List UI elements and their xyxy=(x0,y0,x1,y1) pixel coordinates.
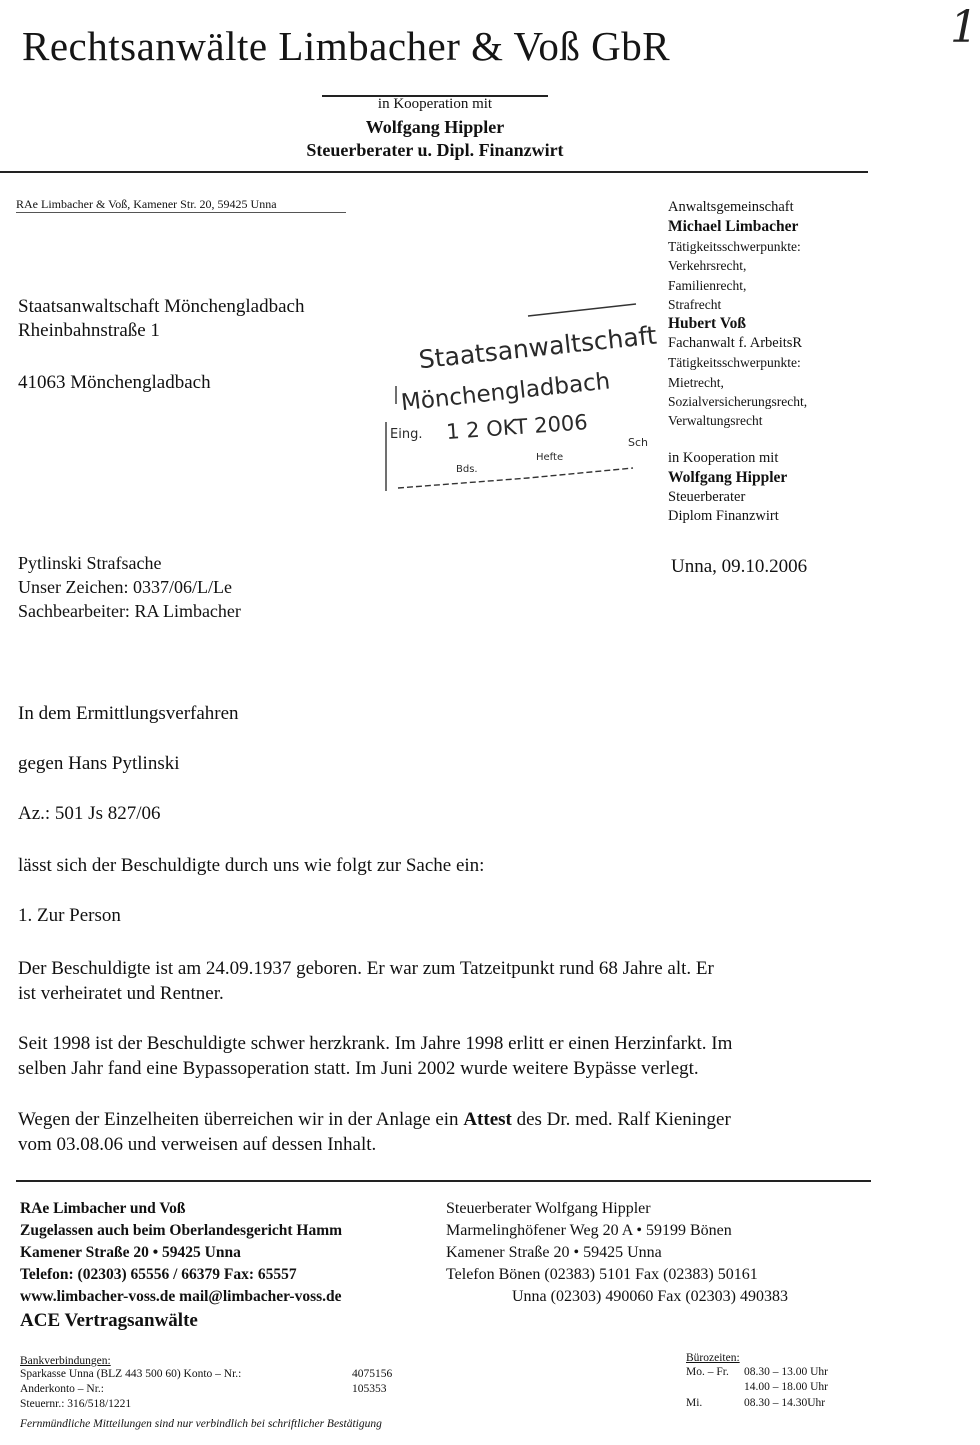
footer-phone: Telefon: (02303) 65556 / 66379 Fax: 65557 xyxy=(20,1266,297,1283)
paragraph1-line2: ist verheiratet und Rentner. xyxy=(18,983,224,1004)
footer-divider xyxy=(16,1180,871,1182)
footer-tax-phone2: Unna (02303) 490060 Fax (02303) 490383 xyxy=(512,1288,788,1305)
reference-our-ref: Unser Zeichen: 0337/06/L/Le xyxy=(18,577,232,597)
hours1-day: Mo. – Fr. xyxy=(686,1366,729,1378)
footer-admission: Zugelassen auch beim Oberlandesgericht Hamm xyxy=(20,1222,343,1239)
bank2-label: Anderkonto – Nr.: xyxy=(20,1383,105,1395)
hours2-time: 14.00 – 18.00 Uhr xyxy=(744,1381,829,1393)
stamp-corner: Sch xyxy=(628,436,649,449)
recipient-name: Staatsanwaltschaft Mönchengladbach xyxy=(18,296,305,317)
body-line2: gegen Hans Pytlinski xyxy=(18,753,180,774)
stamp-line2: Mönchengladbach xyxy=(399,368,612,417)
footer-address: Kamener Straße 20 • 59425 Unna xyxy=(20,1244,241,1261)
footer-firm: RAe Limbacher und Voß xyxy=(20,1200,186,1217)
reference-handler: Sachbearbeiter: RA Limbacher xyxy=(18,601,241,621)
paragraph3-line2: vom 03.08.06 und verweisen auf dessen Inhalt. xyxy=(18,1134,377,1155)
letter-date: Unna, 09.10.2006 xyxy=(671,556,808,577)
bank1-label: Sparkasse Unna (BLZ 443 500 60) Konto – Nr.: xyxy=(20,1368,242,1380)
paragraph2-line1: Seit 1998 ist der Beschuldigte schwer herzkrank. Im Jahre 1998 erlitt er einen Herzinfarkt. Im xyxy=(18,1033,733,1054)
hours3-time: 08.30 – 14.30Uhr xyxy=(744,1397,826,1409)
paragraph1-line1: Der Beschuldigte ist am 24.09.1937 geboren. Er war zum Tatzeitpunkt rund 68 Jahre alt. Er xyxy=(18,958,714,979)
hours3-day: Mi. xyxy=(686,1397,703,1409)
margin-mark: 1 xyxy=(950,2,978,53)
sidebar-lawyer2-focus3: Verwaltungsrecht xyxy=(668,413,763,429)
sidebar-lawyer1-focus2: Familienrecht, xyxy=(668,277,747,293)
firm-title: Rechtsanwälte Limbacher & Voß GbR xyxy=(22,23,671,69)
sidebar-lawyer1-name: Michael Limbacher xyxy=(668,218,799,236)
stamp-footer-left: Bds. xyxy=(456,464,478,475)
body-line1: In dem Ermittlungsverfahren xyxy=(18,703,239,724)
sidebar-focus-label1: Tätigkeitsschwerpunkte: xyxy=(668,238,801,254)
hours-label: Bürozeiten: xyxy=(686,1352,740,1364)
footer-tax-address1: Marmelinghöfener Weg 20 A • 59199 Bönen xyxy=(446,1222,732,1239)
bank-label: Bankverbindungen: xyxy=(20,1355,111,1367)
recipient-city: 41063 Mönchengladbach xyxy=(18,372,211,393)
paragraph3-line1 xyxy=(18,1109,731,1131)
sidebar-coop-intro: in Kooperation mit xyxy=(668,449,779,466)
footer-tax-address2: Kamener Straße 20 • 59425 Unna xyxy=(446,1244,662,1261)
stamp-footer-mid: Hefte xyxy=(536,452,564,463)
sidebar-lawyer2-focus2: Sozialversicherungsrecht, xyxy=(668,394,808,410)
footer-tax-advisor: Steuerberater Wolfgang Hippler xyxy=(446,1200,651,1217)
paragraph3-text-b: des Dr. med. Ralf Kieninger xyxy=(511,1109,731,1130)
sidebar-lawyer2-title: Fachanwalt f. ArbeitsR xyxy=(668,334,803,351)
sidebar-lawyer2-name: Hubert Voß xyxy=(668,315,746,333)
footer-ace: ACE Vertragsanwälte xyxy=(20,1310,198,1331)
attest-keyword: Attest xyxy=(463,1109,512,1130)
body-case-number: Az.: 501 Js 827/06 xyxy=(18,803,161,824)
footer-tax-phone1: Telefon Bönen (02383) 5101 Fax (02383) 50161 xyxy=(446,1266,758,1283)
footer-note: Fernmündliche Mitteilungen sind nur verbindlich bei schriftlicher Bestätigung xyxy=(20,1418,382,1430)
paragraph2-line2: selben Jahr fand eine Bypassoperation statt. Im Juni 2002 wurde weitere Bypässe verlegt. xyxy=(18,1058,699,1079)
header-divider xyxy=(0,171,868,173)
sidebar-lawyer2-focus1: Mietrecht, xyxy=(668,374,724,390)
sidebar-coop-title2: Diplom Finanzwirt xyxy=(668,508,779,525)
stamp-received-label: Eing. xyxy=(390,427,423,442)
reference-subject: Pytlinski Strafsache xyxy=(18,553,162,573)
sidebar-focus-label2: Tätigkeitsschwerpunkte: xyxy=(668,355,801,371)
return-address: RAe Limbacher & Voß, Kamener Str. 20, 59425 Unna xyxy=(16,197,277,211)
bank1-value: 4075156 xyxy=(352,1368,393,1380)
header-coop-name: Wolfgang Hippler xyxy=(365,117,505,137)
recipient-street: Rheinbahnstraße 1 xyxy=(18,320,160,341)
section-heading-person: 1. Zur Person xyxy=(18,905,121,926)
hours1-time: 08.30 – 13.00 Uhr xyxy=(744,1366,829,1378)
sidebar-coop-title1: Steuerberater xyxy=(668,488,746,505)
footer-web-mail: www.limbacher-voss.de mail@limbacher-voss.de xyxy=(20,1288,342,1305)
received-stamp xyxy=(378,296,663,496)
return-address-underline xyxy=(16,212,346,213)
header-coop-title: Steuerberater u. Dipl. Finanzwirt xyxy=(306,140,564,160)
stamp-line1: Staatsanwaltschaft xyxy=(417,320,659,375)
bank2-value: 105353 xyxy=(352,1383,387,1395)
body-line4: lässt sich der Beschuldigte durch uns wie folgt zur Sache ein: xyxy=(18,855,485,876)
letterhead-sidebar xyxy=(668,198,968,527)
paragraph3-text-a: Wegen der Einzelheiten überreichen wir in der Anlage ein xyxy=(18,1109,464,1130)
sidebar-lawyer1-focus3: Strafrecht xyxy=(668,297,722,313)
header-coop-intro: in Kooperation mit xyxy=(377,96,493,112)
sidebar-lawyer1-focus1: Verkehrsrecht, xyxy=(668,258,747,274)
stamp-date: 1 2 OKT 2006 xyxy=(445,410,589,444)
sidebar-group: Anwaltsgemeinschaft xyxy=(668,199,794,215)
tax-number: Steuernr.: 316/518/1221 xyxy=(20,1398,132,1410)
sidebar-coop-name: Wolfgang Hippler xyxy=(668,469,788,487)
